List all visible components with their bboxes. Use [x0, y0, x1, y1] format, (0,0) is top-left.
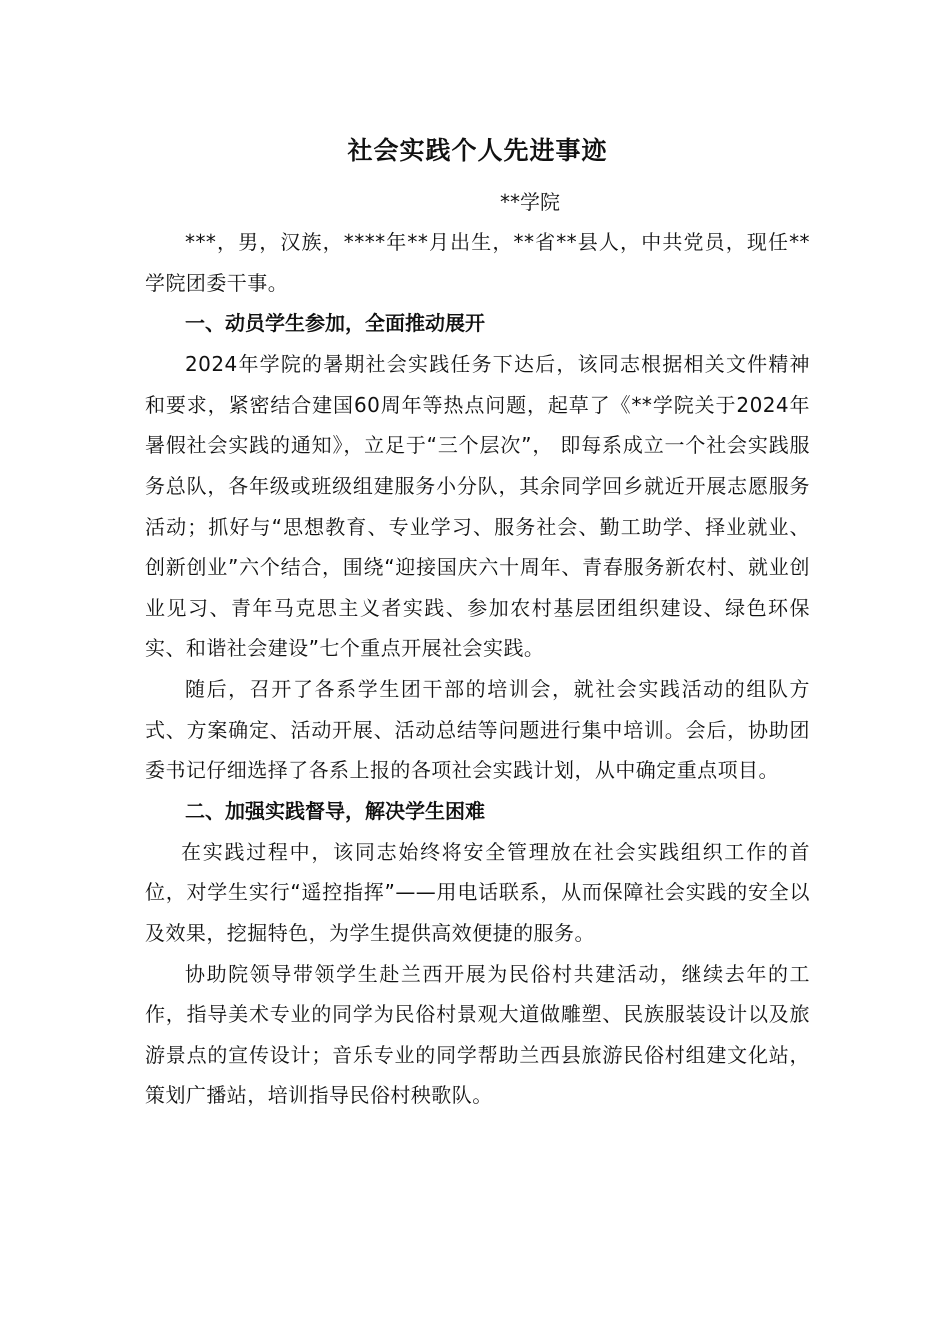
document-author: **学院 — [500, 190, 560, 214]
document-title: 社会实践个人先进事迹 — [347, 136, 608, 165]
section-2 — [145, 791, 810, 1116]
section-heading: 二、加强实践督导，解决学生困难 — [185, 798, 485, 823]
section-1 — [145, 303, 810, 791]
section-paragraph: 协助院领导带领学生赴兰西开展为民俗村共建活动，继续去年的工作，指导美术专业的同学为民俗村景观大道做雕塑、民族服装设计以及旅游景点的宣传设计；音乐专业的同学帮助兰西县旅游民俗村组建文化站，策划广播站，培训指导民俗村秧歌队。 — [145, 961, 810, 1108]
section-paragraph: 2024年学院的暑期社会实践任务下达后，该同志根据相关文件精神和要求，紧密结合建国60周年等热点问题，起草了《**学院关于2024年暑假社会实践的通知》，立足于“三个层次”， 即每系成立一个社会实践服务总队，各年级或班级组建服务小分队，其余同学回乡就近开展志愿服务活动；抓好与“思想教育、专业学习、服务社会、勤工助学、择业就业、创新创业”六个结合，围绕“迎接国庆六十周年、青春服务新农村、就业创业见习、青年马克思主义者实践、参加农村基层团组织建设、绿色环保实、和谐社会建设”七个重点开展社会实践。 — [145, 352, 810, 661]
section-paragraph: 随后，召开了各系学生团干部的培训会，就社会实践活动的组队方式、方案确定、活动开展、活动总结等问题进行集中培训。会后，协助团委书记仔细选择了各系上报的各项社会实践计划，从中确定重点项目。 — [145, 676, 810, 783]
intro-paragraph: ***，男，汉族，****年**月出生，**省**县人，中共党员，现任**学院团委干事。 — [145, 230, 810, 295]
document-body — [145, 132, 810, 1116]
section-paragraph: 在实践过程中，该同志始终将安全管理放在社会实践组织工作的首位，对学生实行“遥控指挥”——用电话联系，从而保障社会实践的安全以及效果，挖掘特色，为学生提供高效便捷的服务。 — [145, 839, 810, 945]
section-heading: 一、动员学生参加，全面推动展开 — [185, 311, 485, 336]
